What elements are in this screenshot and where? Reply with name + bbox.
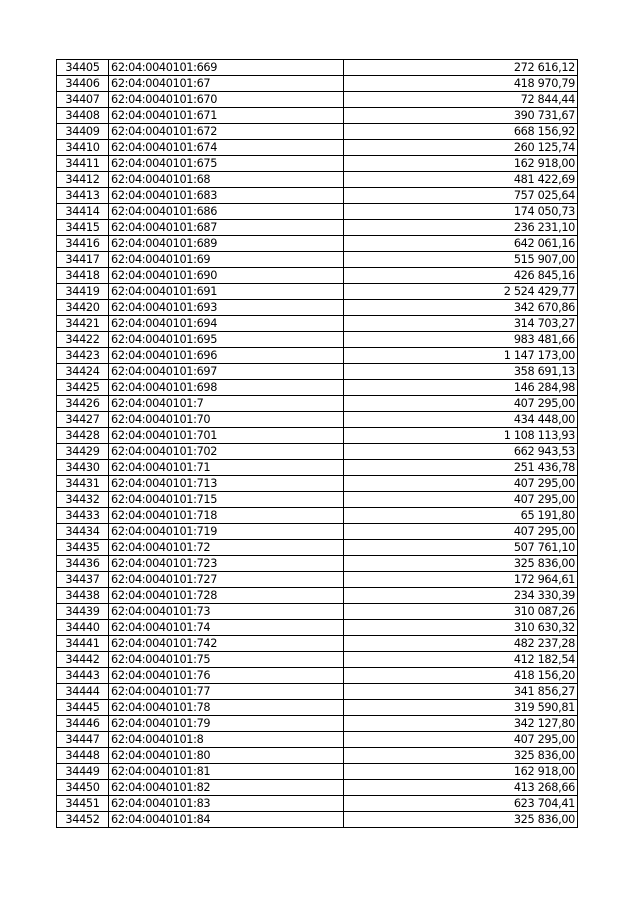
cadastral-number-cell: 62:04:0040101:693 (109, 300, 344, 316)
cadastral-value-cell: 418 970,79 (344, 76, 578, 92)
cadastral-number-cell: 62:04:0040101:672 (109, 124, 344, 140)
row-number-cell: 34431 (57, 476, 109, 492)
cadastral-number-cell: 62:04:0040101:689 (109, 236, 344, 252)
row-number-cell: 34424 (57, 364, 109, 380)
table-body (57, 60, 578, 828)
table-row (57, 284, 578, 300)
cadastral-number-cell: 62:04:0040101:723 (109, 556, 344, 572)
cadastral-value-cell: 162 918,00 (344, 156, 578, 172)
cadastral-value-cell: 412 182,54 (344, 652, 578, 668)
cadastral-value-cell: 325 836,00 (344, 812, 578, 828)
cadastral-number-cell: 62:04:0040101:694 (109, 316, 344, 332)
row-number-cell: 34432 (57, 492, 109, 508)
table-row (57, 268, 578, 284)
cadastral-value-cell: 407 295,00 (344, 396, 578, 412)
cadastral-number-cell: 62:04:0040101:70 (109, 412, 344, 428)
cadastral-number-cell: 62:04:0040101:675 (109, 156, 344, 172)
cadastral-number-cell: 62:04:0040101:742 (109, 636, 344, 652)
cadastral-value-cell: 642 061,16 (344, 236, 578, 252)
row-number-cell: 34452 (57, 812, 109, 828)
table-row (57, 396, 578, 412)
cadastral-value-cell: 325 836,00 (344, 556, 578, 572)
cadastral-value-cell: 623 704,41 (344, 796, 578, 812)
table-row (57, 668, 578, 684)
table-row (57, 428, 578, 444)
cadastral-number-cell: 62:04:0040101:674 (109, 140, 344, 156)
table-row (57, 300, 578, 316)
table-row (57, 700, 578, 716)
table-row (57, 812, 578, 828)
cadastral-number-cell: 62:04:0040101:698 (109, 380, 344, 396)
row-number-cell: 34408 (57, 108, 109, 124)
table-row (57, 444, 578, 460)
row-number-cell: 34420 (57, 300, 109, 316)
table-row (57, 492, 578, 508)
cadastral-number-cell: 62:04:0040101:69 (109, 252, 344, 268)
table-row (57, 92, 578, 108)
cadastral-number-cell: 62:04:0040101:82 (109, 780, 344, 796)
row-number-cell: 34407 (57, 92, 109, 108)
cadastral-value-cell: 662 943,53 (344, 444, 578, 460)
table-row (57, 140, 578, 156)
cadastral-number-cell: 62:04:0040101:671 (109, 108, 344, 124)
row-number-cell: 34430 (57, 460, 109, 476)
row-number-cell: 34427 (57, 412, 109, 428)
cadastral-value-cell: 236 231,10 (344, 220, 578, 236)
row-number-cell: 34418 (57, 268, 109, 284)
row-number-cell: 34434 (57, 524, 109, 540)
row-number-cell: 34428 (57, 428, 109, 444)
cadastral-value-cell: 341 856,27 (344, 684, 578, 700)
row-number-cell: 34443 (57, 668, 109, 684)
table-row (57, 188, 578, 204)
cadastral-value-cell: 1 147 173,00 (344, 348, 578, 364)
cadastral-number-cell: 62:04:0040101:691 (109, 284, 344, 300)
cadastral-value-cell: 983 481,66 (344, 332, 578, 348)
cadastral-value-cell: 342 670,86 (344, 300, 578, 316)
table-row (57, 332, 578, 348)
cadastral-number-cell: 62:04:0040101:75 (109, 652, 344, 668)
row-number-cell: 34419 (57, 284, 109, 300)
cadastral-value-cell: 413 268,66 (344, 780, 578, 796)
row-number-cell: 34446 (57, 716, 109, 732)
table-row (57, 524, 578, 540)
cadastral-value-cell: 325 836,00 (344, 748, 578, 764)
table-row (57, 316, 578, 332)
cadastral-value-cell: 272 616,12 (344, 60, 578, 76)
row-number-cell: 34444 (57, 684, 109, 700)
row-number-cell: 34412 (57, 172, 109, 188)
cadastral-value-cell: 418 156,20 (344, 668, 578, 684)
cadastral-number-cell: 62:04:0040101:77 (109, 684, 344, 700)
row-number-cell: 34437 (57, 572, 109, 588)
cadastral-value-cell: 407 295,00 (344, 476, 578, 492)
row-number-cell: 34449 (57, 764, 109, 780)
row-number-cell: 34435 (57, 540, 109, 556)
table-row (57, 220, 578, 236)
table-row (57, 460, 578, 476)
row-number-cell: 34413 (57, 188, 109, 204)
cadastral-number-cell: 62:04:0040101:76 (109, 668, 344, 684)
cadastral-value-cell: 481 422,69 (344, 172, 578, 188)
row-number-cell: 34414 (57, 204, 109, 220)
table-row (57, 348, 578, 364)
cadastral-number-cell: 62:04:0040101:695 (109, 332, 344, 348)
table-row (57, 652, 578, 668)
table-row (57, 60, 578, 76)
cadastral-number-cell: 62:04:0040101:719 (109, 524, 344, 540)
cadastral-number-cell: 62:04:0040101:67 (109, 76, 344, 92)
cadastral-value-cell: 310 630,32 (344, 620, 578, 636)
cadastral-value-cell: 515 907,00 (344, 252, 578, 268)
cadastral-number-cell: 62:04:0040101:73 (109, 604, 344, 620)
cadastral-value-cell: 342 127,80 (344, 716, 578, 732)
row-number-cell: 34409 (57, 124, 109, 140)
cadastral-number-cell: 62:04:0040101:84 (109, 812, 344, 828)
row-number-cell: 34422 (57, 332, 109, 348)
cadastral-value-cell: 72 844,44 (344, 92, 578, 108)
cadastral-value-cell: 310 087,26 (344, 604, 578, 620)
cadastral-number-cell: 62:04:0040101:718 (109, 508, 344, 524)
table-row (57, 684, 578, 700)
cadastral-value-cell: 162 918,00 (344, 764, 578, 780)
row-number-cell: 34410 (57, 140, 109, 156)
row-number-cell: 34447 (57, 732, 109, 748)
table-row (57, 124, 578, 140)
table-row (57, 588, 578, 604)
cadastral-number-cell: 62:04:0040101:683 (109, 188, 344, 204)
cadastral-number-cell: 62:04:0040101:669 (109, 60, 344, 76)
table-row (57, 732, 578, 748)
cadastral-value-cell: 172 964,61 (344, 572, 578, 588)
row-number-cell: 34411 (57, 156, 109, 172)
table-row (57, 156, 578, 172)
cadastral-number-cell: 62:04:0040101:7 (109, 396, 344, 412)
cadastral-number-cell: 62:04:0040101:68 (109, 172, 344, 188)
cadastral-value-cell: 407 295,00 (344, 524, 578, 540)
table-row (57, 716, 578, 732)
cadastral-value-cell: 251 436,78 (344, 460, 578, 476)
row-number-cell: 34441 (57, 636, 109, 652)
cadastral-number-cell: 62:04:0040101:715 (109, 492, 344, 508)
cadastral-value-cell: 407 295,00 (344, 492, 578, 508)
cadastral-number-cell: 62:04:0040101:701 (109, 428, 344, 444)
table-row (57, 108, 578, 124)
cadastral-value-cell: 434 448,00 (344, 412, 578, 428)
cadastral-number-cell: 62:04:0040101:697 (109, 364, 344, 380)
table-row (57, 796, 578, 812)
cadastral-value-cell: 507 761,10 (344, 540, 578, 556)
cadastral-number-cell: 62:04:0040101:713 (109, 476, 344, 492)
table-row (57, 76, 578, 92)
row-number-cell: 34438 (57, 588, 109, 604)
cadastral-number-cell: 62:04:0040101:687 (109, 220, 344, 236)
table-row (57, 604, 578, 620)
cadastral-value-cell: 319 590,81 (344, 700, 578, 716)
row-number-cell: 34421 (57, 316, 109, 332)
cadastral-value-table (56, 59, 578, 828)
row-number-cell: 34433 (57, 508, 109, 524)
row-number-cell: 34406 (57, 76, 109, 92)
cadastral-value-cell: 358 691,13 (344, 364, 578, 380)
row-number-cell: 34436 (57, 556, 109, 572)
cadastral-number-cell: 62:04:0040101:71 (109, 460, 344, 476)
row-number-cell: 34425 (57, 380, 109, 396)
row-number-cell: 34415 (57, 220, 109, 236)
cadastral-number-cell: 62:04:0040101:74 (109, 620, 344, 636)
table-row (57, 508, 578, 524)
table-row (57, 556, 578, 572)
table-row (57, 636, 578, 652)
row-number-cell: 34451 (57, 796, 109, 812)
row-number-cell: 34440 (57, 620, 109, 636)
cadastral-number-cell: 62:04:0040101:81 (109, 764, 344, 780)
cadastral-number-cell: 62:04:0040101:728 (109, 588, 344, 604)
cadastral-value-cell: 146 284,98 (344, 380, 578, 396)
cadastral-value-cell: 2 524 429,77 (344, 284, 578, 300)
table-row (57, 364, 578, 380)
cadastral-number-cell: 62:04:0040101:83 (109, 796, 344, 812)
row-number-cell: 34416 (57, 236, 109, 252)
cadastral-value-cell: 174 050,73 (344, 204, 578, 220)
cadastral-value-cell: 426 845,16 (344, 268, 578, 284)
table-row (57, 476, 578, 492)
table-row (57, 172, 578, 188)
table-row (57, 380, 578, 396)
cadastral-number-cell: 62:04:0040101:690 (109, 268, 344, 284)
cadastral-number-cell: 62:04:0040101:702 (109, 444, 344, 460)
row-number-cell: 34417 (57, 252, 109, 268)
cadastral-value-cell: 407 295,00 (344, 732, 578, 748)
table-row (57, 236, 578, 252)
table-row (57, 620, 578, 636)
row-number-cell: 34429 (57, 444, 109, 460)
cadastral-number-cell: 62:04:0040101:80 (109, 748, 344, 764)
cadastral-value-cell: 65 191,80 (344, 508, 578, 524)
row-number-cell: 34405 (57, 60, 109, 76)
cadastral-number-cell: 62:04:0040101:72 (109, 540, 344, 556)
row-number-cell: 34450 (57, 780, 109, 796)
cadastral-number-cell: 62:04:0040101:8 (109, 732, 344, 748)
cadastral-number-cell: 62:04:0040101:78 (109, 700, 344, 716)
cadastral-value-cell: 314 703,27 (344, 316, 578, 332)
cadastral-value-cell: 234 330,39 (344, 588, 578, 604)
cadastral-number-cell: 62:04:0040101:727 (109, 572, 344, 588)
cadastral-value-cell: 482 237,28 (344, 636, 578, 652)
table-row (57, 748, 578, 764)
row-number-cell: 34439 (57, 604, 109, 620)
row-number-cell: 34448 (57, 748, 109, 764)
table-row (57, 780, 578, 796)
row-number-cell: 34445 (57, 700, 109, 716)
cadastral-value-cell: 390 731,67 (344, 108, 578, 124)
cadastral-value-cell: 668 156,92 (344, 124, 578, 140)
row-number-cell: 34426 (57, 396, 109, 412)
cadastral-number-cell: 62:04:0040101:696 (109, 348, 344, 364)
cadastral-value-cell: 757 025,64 (344, 188, 578, 204)
table-row (57, 540, 578, 556)
table-row (57, 572, 578, 588)
cadastral-number-cell: 62:04:0040101:79 (109, 716, 344, 732)
cadastral-value-cell: 260 125,74 (344, 140, 578, 156)
cadastral-value-cell: 1 108 113,93 (344, 428, 578, 444)
row-number-cell: 34442 (57, 652, 109, 668)
cadastral-number-cell: 62:04:0040101:686 (109, 204, 344, 220)
cadastral-number-cell: 62:04:0040101:670 (109, 92, 344, 108)
table-row (57, 412, 578, 428)
table-row (57, 764, 578, 780)
row-number-cell: 34423 (57, 348, 109, 364)
table-row (57, 252, 578, 268)
table-row (57, 204, 578, 220)
